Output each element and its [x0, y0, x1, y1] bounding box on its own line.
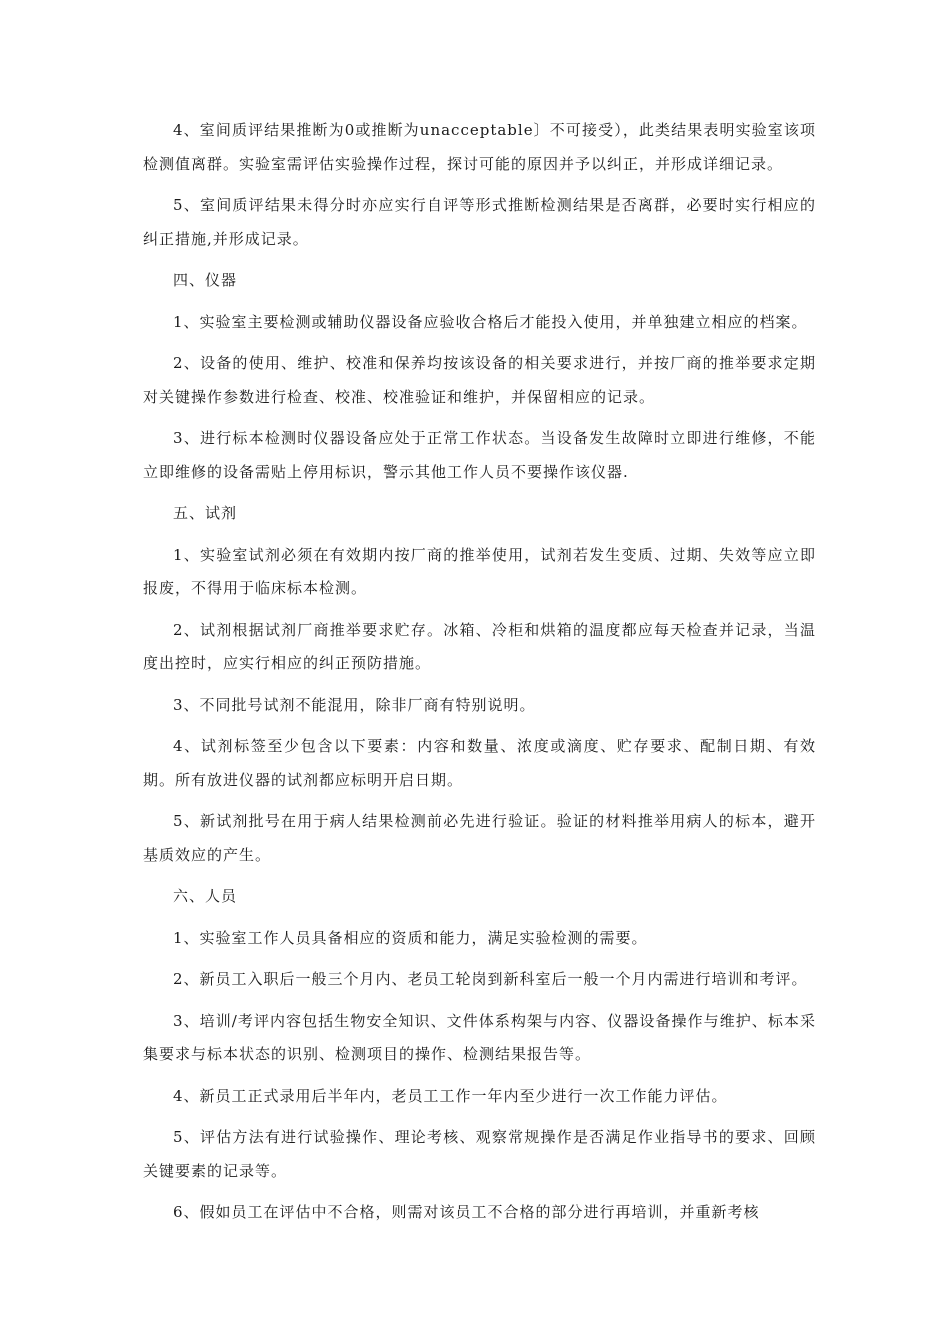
paragraph-eqa-no-score: 5、室间质评结果未得分时亦应实行自评等形式推断检测结果是否离群，必要时实行相应的纠正措施,并形成记录。	[143, 196, 816, 248]
section-heading-personnel: 六、人员	[173, 887, 238, 905]
paragraph-reagent-storage: 2、试剂根据试剂厂商推举要求贮存。冰箱、冷柜和烘箱的温度都应每天检查并记录，当温度出控时，应实行相应的纠正预防措施。	[143, 620, 816, 672]
paragraph-reagent-lots: 3、不同批号试剂不能混用，除非厂商有特别说明。	[173, 695, 536, 714]
paragraph-eqa-unacceptable: 4、室间质评结果推断为0或推断为unacceptable〕不可接受），此类结果表明实验室该项检测值离群。实验室需评估实验操作过程，探讨可能的原因并予以纠正，并形成详细记录。	[143, 121, 816, 173]
paragraph-personnel-assessment: 4、新员工正式录用后半年内，老员工工作一年内至少进行一次工作能力评估。	[173, 1086, 728, 1105]
paragraph-reagent-labels: 4、试剂标签至少包含以下要素：内容和数量、浓度或滴度、贮存要求、配制日期、有效期。所有放进仪器的试剂都应标明开启日期。	[143, 737, 816, 789]
paragraph-personnel-training-period: 2、新员工入职后一般三个月内、老员工轮岗到新科室后一般一个月内需进行培训和考评。	[173, 970, 808, 988]
paragraph-instrument-acceptance: 1、实验室主要检测或辅助仪器设备应验收合格后才能投入使用，并单独建立相应的档案。	[173, 312, 808, 331]
paragraph-instrument-status: 3、进行标本检测时仪器设备应处于正常工作状态。当设备发生故障时立即进行维修，不能立即维修的设备需贴上停用标识，警示其他工作人员不要操作该仪器.	[143, 429, 816, 481]
paragraph-instrument-maintenance: 2、设备的使用、维护、校准和保养均按该设备的相关要求进行，并按厂商的推举要求定期对关键操作参数进行检查、校准、校准验证和维护，并保留相应的记录。	[143, 354, 816, 406]
paragraph-personnel-assessment-methods: 5、评估方法有进行试验操作、理论考核、观察常规操作是否满足作业指导书的要求、回顾关键要素的记录等。	[143, 1128, 816, 1180]
paragraph-reagent-verification: 5、新试剂批号在用于病人结果检测前必先进行验证。验证的材料推举用病人的标本，避开基质效应的产生。	[143, 812, 816, 864]
document-body	[143, 114, 816, 1238]
paragraph-personnel-training-content: 3、培训/考评内容包括生物安全知识、文件体系构架与内容、仪器设备操作与维护、标本采集要求与标本状态的识别、检测项目的操作、检测结果报告等。	[143, 1011, 816, 1063]
section-heading-reagents: 五、试剂	[173, 504, 238, 522]
section-heading-instruments: 四、仪器	[173, 271, 238, 289]
paragraph-personnel-qualification: 1、实验室工作人员具备相应的资质和能力，满足实验检测的需要。	[173, 928, 648, 947]
paragraph-reagent-validity: 1、实验室试剂必须在有效期内按厂商的推举使用，试剂若发生变质、过期、失效等应立即报废，不得用于临床标本检测。	[143, 545, 816, 597]
paragraph-personnel-retraining: 6、假如员工在评估中不合格，则需对该员工不合格的部分进行再培训，并重新考核	[173, 1203, 760, 1221]
